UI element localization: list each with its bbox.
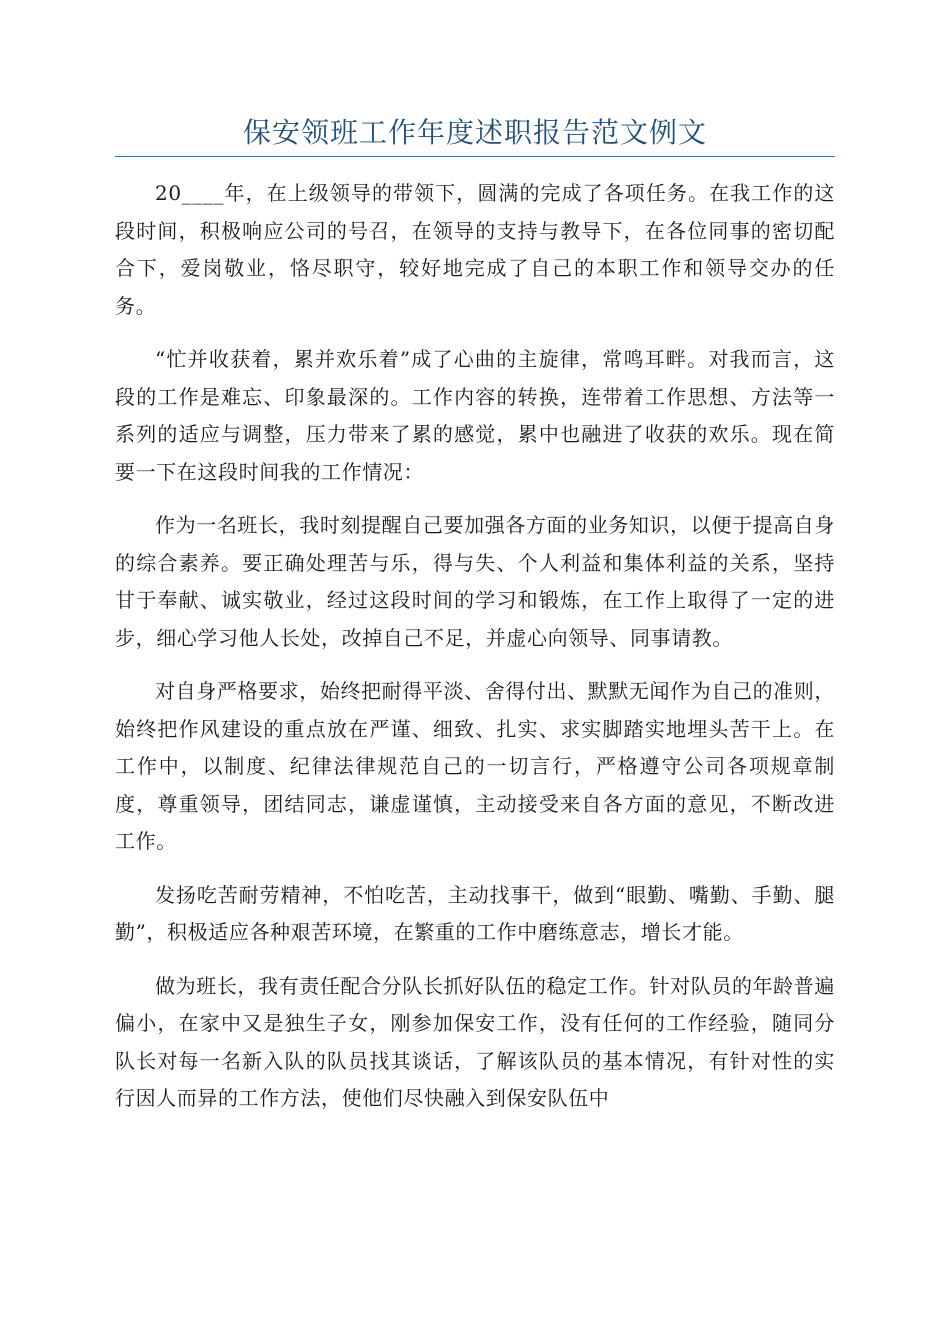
title-block: [115, 110, 835, 157]
paragraph-1: 20____年，在上级领导的带领下，圆满的完成了各项任务。在我工作的这段时间，积极响应公司的号召，在领导的支持与教导下，在各位同事的密切配合下，爱岗敬业，恪尽职守，较好地完成了自己的本职工作和领导交办的任务。: [115, 181, 835, 318]
paragraph-3: 作为一名班长，我时刻提醒自己要加强各方面的业务知识，以便于提高自身的综合素养。要正确处理苦与乐，得与失、个人利益和集体利益的关系，坚持甘于奉献、诚实敬业，经过这段时间的学习和锻炼，在工作上取得了一定的进步，细心学习他人长处，改掉自己不足，并虚心向领导、同事请教。: [115, 513, 835, 650]
document-body: [115, 175, 835, 1134]
document-title: 保安领班工作年度述职报告范文例文: [242, 116, 707, 149]
paragraph-2: “忙并收获着，累并欢乐着”成了心曲的主旋律，常鸣耳畔。对我而言，这段的工作是难忘、印象最深的。工作内容的转换，连带着工作思想、方法等一系列的适应与调整，压力带来了累的感觉，累中也融进了收获的欢乐。现在简要一下在这段时间我的工作情况：: [115, 347, 835, 484]
paragraph-5: 发扬吃苦耐劳精神，不怕吃苦，主动找事干，做到“眼勤、嘴勤、手勤、腿勤”，积极适应各种艰苦环境，在繁重的工作中磨练意志，增长才能。: [115, 882, 835, 944]
paragraph-6: 做为班长，我有责任配合分队长抓好队伍的稳定工作。针对队员的年龄普遍偏小，在家中又是独生子女，刚参加保安工作，没有任何的工作经验，随同分队长对每一名新入队的队员找其谈话，了解该队员的基本情况，有针对性的实行因人而异的工作方法，使他们尽快融入到保安队伍中: [115, 973, 835, 1110]
paragraph-4: 对自身严格要求，始终把耐得平淡、舍得付出、默默无闻作为自己的准则，始终把作风建设的重点放在严谨、细致、扎实、求实脚踏实地埋头苦干上。在工作中，以制度、纪律法律规范自己的一切言行，严格遵守公司各项规章制度，尊重领导，团结同志，谦虚谨慎，主动接受来自各方面的意见，不断改进工作。: [115, 679, 835, 853]
